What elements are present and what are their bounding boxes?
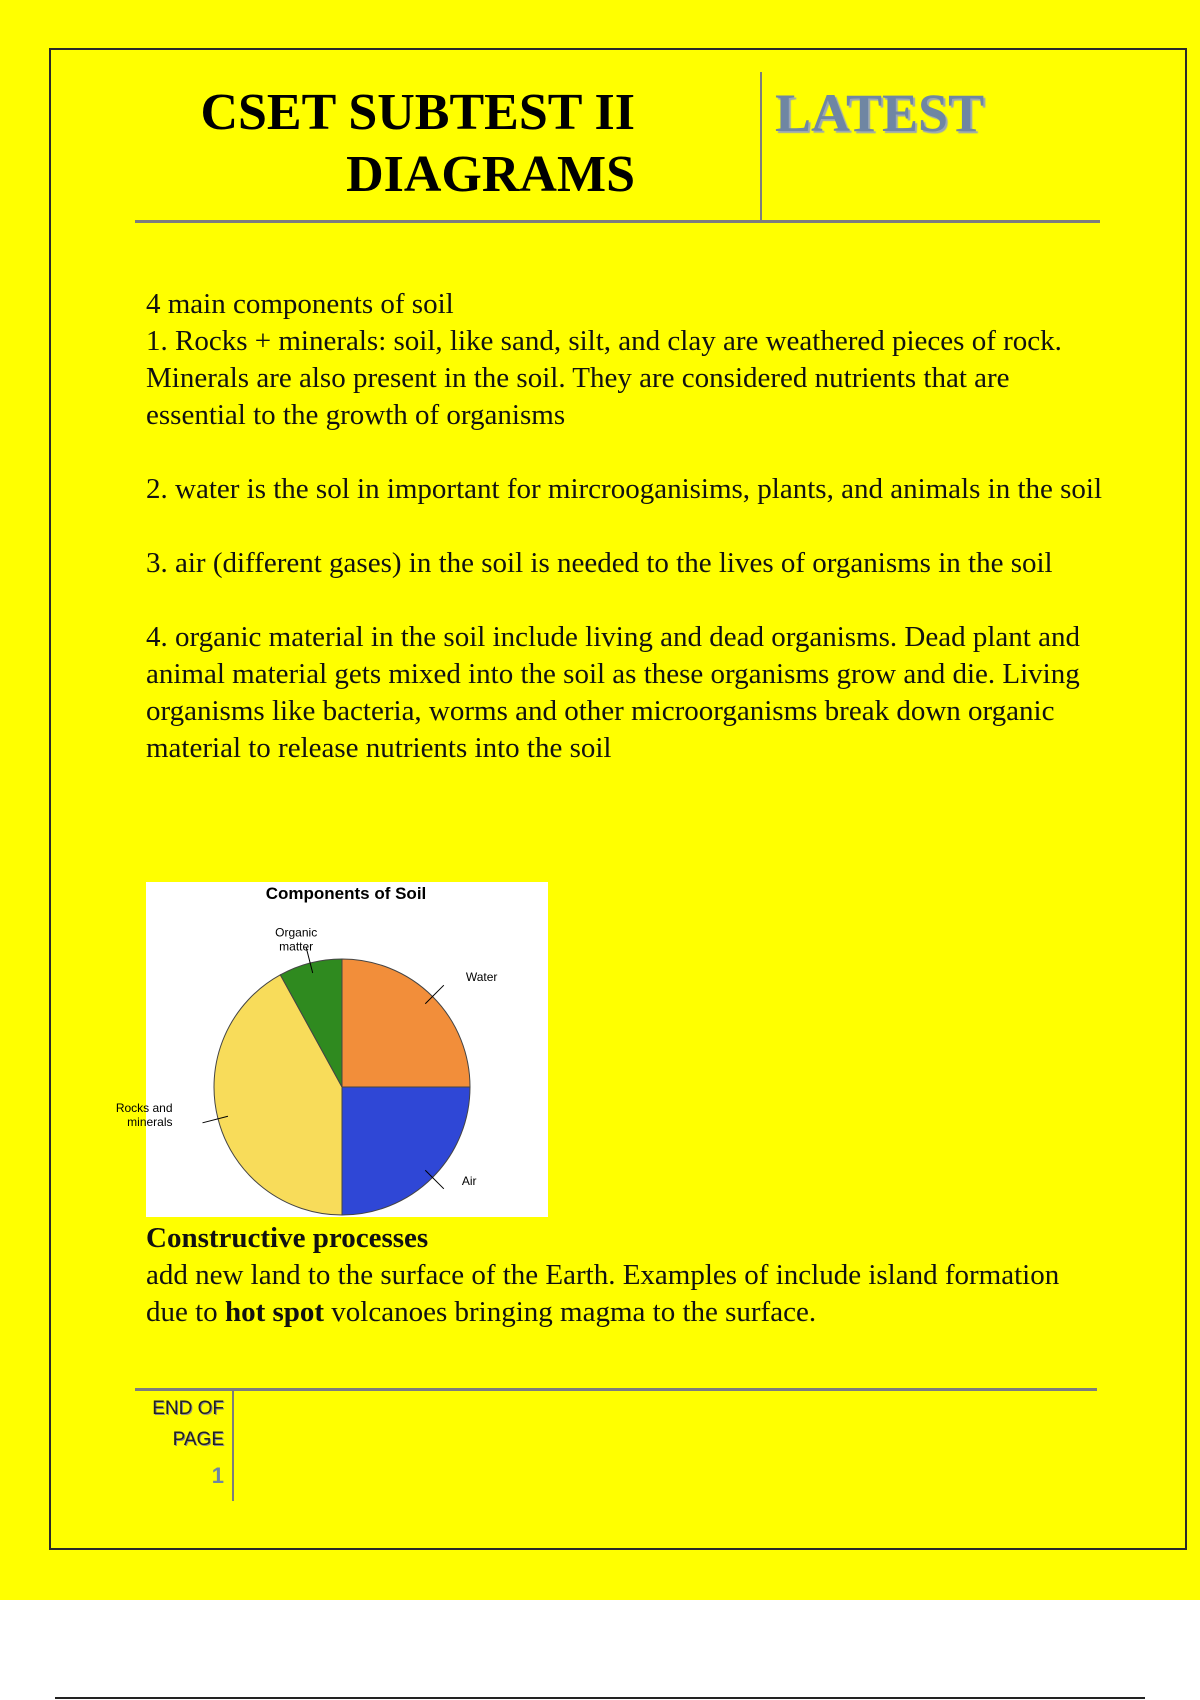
constructive-text-part2: volcanoes bringing magma to the surface. bbox=[324, 1296, 817, 1328]
header-title-line2: DIAGRAMS bbox=[346, 146, 635, 203]
intro-line: 4 main components of soil bbox=[146, 288, 454, 320]
chart-title: Components of Soil bbox=[265, 884, 427, 903]
pie-label-rocks-and-minerals: Rocks and minerals bbox=[115, 1100, 173, 1129]
pie-label-water: Water bbox=[465, 970, 498, 985]
pie-slice-air bbox=[342, 1087, 470, 1215]
main-text bbox=[146, 286, 1106, 767]
header-title bbox=[200, 82, 635, 206]
footer-rule bbox=[135, 1388, 1097, 1391]
constructive-text-part1: add new land to the surface of the Earth. Examples of include island formation due to bbox=[146, 1259, 1060, 1328]
pie-label-organic-matter: Organic matter bbox=[275, 925, 318, 954]
footer-divider bbox=[232, 1391, 234, 1501]
constructive-text bbox=[146, 1257, 1106, 1331]
pie-label-air: Air bbox=[461, 1173, 477, 1188]
soil-pie-chart bbox=[115, 882, 548, 1217]
component-item-4: 4. organic material in the soil include living and dead organisms. Dead plant and animal material gets mixed into the soil as these organisms grow and die. Living organisms like bacteria, worms and other microorganisms break down organic material to release nutrients into the soil bbox=[146, 621, 1080, 764]
pie-chart-svg bbox=[115, 882, 548, 1217]
page-number: 1 bbox=[211, 1463, 224, 1488]
constructive-section bbox=[146, 1220, 1106, 1331]
hot-spot-term: hot spot bbox=[224, 1296, 325, 1328]
footer-label-line2: PAGE bbox=[172, 1429, 224, 1450]
header-latest-label: LATEST bbox=[775, 83, 985, 143]
footer-label-line1: END OF bbox=[152, 1398, 224, 1419]
header-title-line1: CSET SUBTEST II bbox=[200, 84, 635, 141]
component-item-3: 3. air (different gases) in the soil is needed to the lives of organisms in the soil bbox=[146, 547, 1053, 579]
footer-end-of-page bbox=[140, 1393, 224, 1455]
page-header bbox=[135, 72, 1100, 223]
component-item-2: 2. water is the sol in important for mircrooganisims, plants, and animals in the soil bbox=[146, 473, 1103, 505]
component-item-1: 1. Rocks + minerals: soil, like sand, silt, and clay are weathered pieces of rock. Minerals are also present in the soil. They are considered nutrients that are essential to the growth of organisms bbox=[146, 325, 1062, 431]
bottom-rule bbox=[55, 1697, 1145, 1699]
constructive-heading: Constructive processes bbox=[146, 1222, 429, 1254]
pie-slice-water bbox=[342, 959, 470, 1087]
header-divider bbox=[760, 72, 762, 220]
